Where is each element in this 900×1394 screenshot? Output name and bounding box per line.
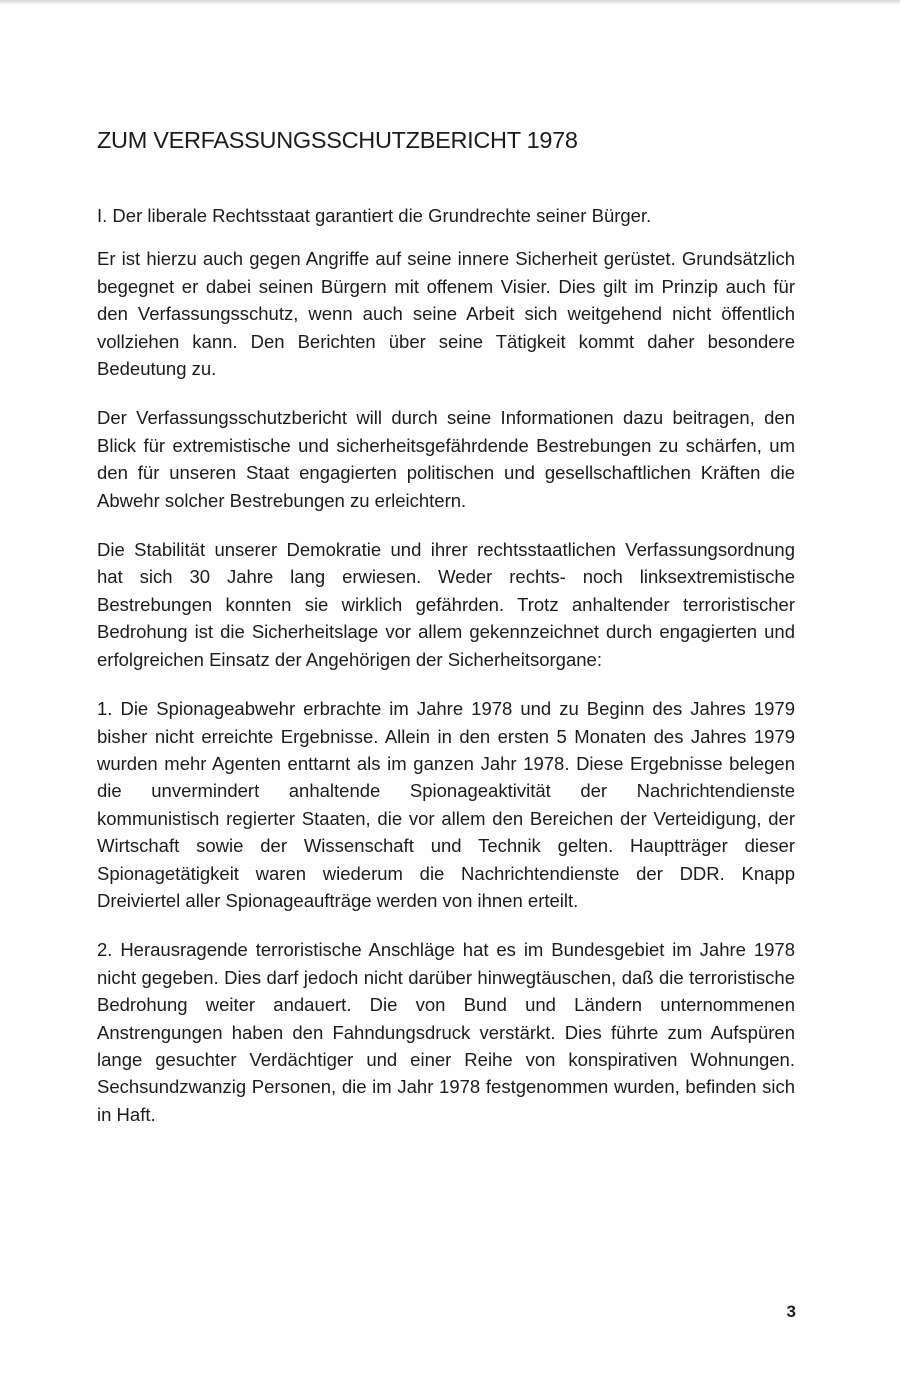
- page-number: 3: [786, 1302, 796, 1321]
- page-content: [97, 126, 795, 1150]
- paragraph-report-purpose: Der Verfassungsschutzbericht will durch seine Informationen dazu beitragen, den Blick für extremistische und sicherheitsgefährdende Bestrebungen zu schärfen, um den für unseren Staat engagierten politischen und gesellschaftlichen Kräften die Abwehr solcher Bestrebungen zu erleichtern.: [97, 407, 795, 511]
- page-top-edge: [0, 0, 900, 5]
- paragraph-terrorism: 2. Herausragende terroristische Anschläge hat es im Bundesgebiet im Jahre 1978 nicht gegeben. Dies darf jedoch nicht darüber hinwegtäuschen, daß die terroristische Bedrohung weiter andauert. Die von Bund und Ländern unternommenen Anstrengungen haben den Fahndungsdruck verstärkt. Dies führte zum Aufspüren lange gesuchter Verdächtiger und einer Reihe von konspirativen Wohnungen. Sechsundzwanzig Personen, die im Jahr 1978 festgenommen wurden, befinden sich in Haft.: [97, 939, 795, 1125]
- paragraph-intro: I. Der liberale Rechtsstaat garantiert die Grundrechte seiner Bürger.: [97, 205, 652, 226]
- paragraph-security: Er ist hierzu auch gegen Angriffe auf seine innere Sicherheit gerüstet. Grundsätzlich begegnet er dabei seinen Bürgern mit offenem Visier. Dies gilt im Prinzip auch für den Verfassungsschutz, wenn auch seine Arbeit sich weitgehend nicht öffentlich vollziehen kann. Den Berichten über seine Tätigkeit kommt daher besondere Bedeutung zu.: [97, 248, 795, 380]
- page-title: ZUM VERFASSUNGSSCHUTZBERICHT 1978: [97, 127, 578, 153]
- paragraph-stability: Die Stabilität unserer Demokratie und ihrer rechtsstaatlichen Verfassungsordnung hat sich 30 Jahre lang erwiesen. Weder rechts- noch linksextremistische Bestrebungen konnten sie wirklich gefährden. Trotz anhaltender terroristischer Bedrohung ist die Sicherheitslage vor allem gekennzeichnet durch engagierten und erfolgreichen Einsatz der Angehörigen der Sicherheitsorgane:: [97, 539, 795, 670]
- paragraph-counterespionage: 1. Die Spionageabwehr erbrachte im Jahre 1978 und zu Beginn des Jahres 1979 bisher nicht erreichte Ergebnisse. Allein in den ersten 5 Monaten des Jahres 1979 wurden mehr Agenten enttarnt als im ganzen Jahr 1978. Diese Ergebnisse belegen die unvermindert anhaltende Spionageaktivität der Nachrichtendienste kommunistisch regierter Staaten, die vor allem den Bereichen der Verteidigung, der Wirtschaft sowie der Wissenschaft und Technik gelten. Hauptträger dieser Spionagetätigkeit waren wiederum die Nachrichtendienste der DDR. Knapp Dreiviertel aller Spionageaufträge werden von ihnen erteilt.: [97, 698, 795, 911]
